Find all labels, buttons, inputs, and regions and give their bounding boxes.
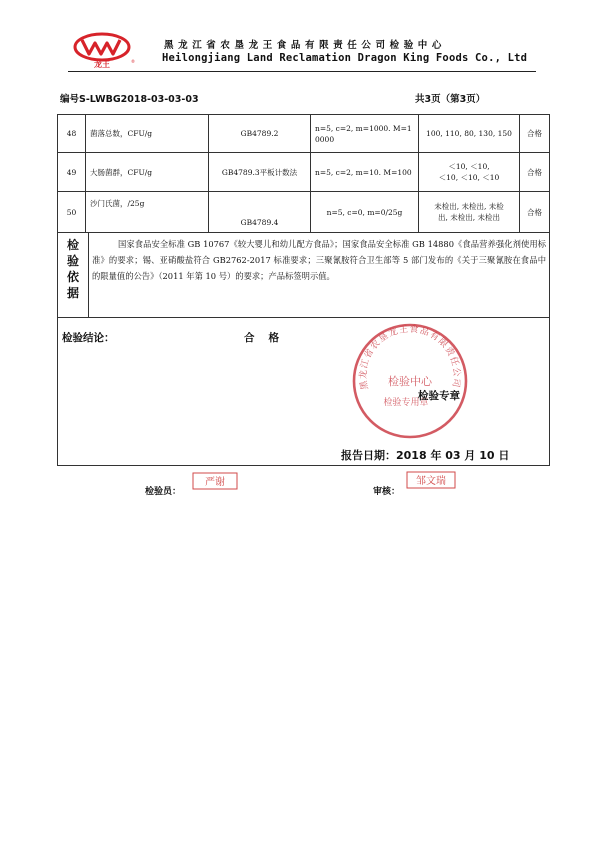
reviewer-name: 邹文瑞: [416, 476, 446, 487]
row-divider: [58, 232, 549, 233]
row-49-verdict: 合格: [527, 167, 542, 177]
row-50-method: GB4789.4: [240, 217, 279, 227]
row-48-no: 48: [66, 129, 77, 138]
row-49-result: [419, 153, 519, 191]
org-name-cn: 黑龙江省农垦龙王食品有限责任公司检验中心: [164, 40, 447, 51]
logo-text: 龙王: [94, 60, 110, 68]
row-49-plan: [311, 153, 418, 191]
reviewer-signature-stamp: [406, 471, 456, 489]
row-48-method: GB4789.2: [240, 129, 279, 138]
row-49-plan-line: n=5, c=2, m=10. M=100: [315, 167, 412, 177]
company-logo: [72, 32, 136, 68]
row-49-result-line: ＜10, ＜10,: [448, 162, 490, 171]
basis-text: 国家食品安全标准 GB 10767《较大婴儿和幼儿配方食品》；国家食品安全标准 GB 14880《食品营养强化剂使用标准》的要求；锡、亚硝酸盐符合 GB2762-2017 标准要求；三聚氰胺符合卫生部等 5 部门发布的《关于三聚氰胺在食品中的限量值的公告》（2011 年第 10 号）的要求；产品标签明示值。: [92, 239, 546, 281]
header-divider: [68, 71, 536, 72]
seal-label: 检验专章: [418, 390, 460, 402]
conclusion-value: 合格: [244, 332, 293, 344]
row-50-result-line: 未检出, 未检出, 未检: [434, 202, 504, 211]
conclusion-label: 检验结论：: [62, 332, 115, 344]
row-50-plan: [311, 192, 418, 232]
row-50-result-line: 出, 未检出, 未检出: [437, 213, 501, 222]
row-48-result: [419, 115, 519, 152]
inspector-name: 严谢: [205, 477, 225, 488]
row-50-verdict: 合格: [527, 207, 542, 217]
reviewer-label: 审核：: [373, 487, 401, 497]
row-49-result-line: ＜10, ＜10, ＜10: [438, 173, 500, 182]
row-48-result-line: 100, 110, 80, 130, 150: [426, 129, 512, 138]
row-50-item: 沙门氏菌，/25g: [90, 198, 145, 208]
document-number: 编号S-LWBG2018-03-03-03: [60, 94, 199, 105]
seal-ring-text: 黑龙江省农垦龙王食品有限责任公司: [358, 324, 462, 391]
page-info: 共3页（第3页）: [415, 94, 486, 105]
letterhead: [68, 30, 538, 72]
row-49-method: GB4789.3平板计数法: [221, 167, 298, 177]
row-49-item: 大肠菌群，CFU/g: [90, 167, 153, 177]
inspection-seal: [346, 317, 474, 445]
basis-divider: [88, 232, 89, 317]
row-48-plan-line: 0000: [315, 134, 335, 144]
report-frame: [57, 114, 550, 466]
inspector-signature-stamp: [192, 472, 238, 490]
basis-label: 检验依据: [66, 238, 79, 300]
report-date: 报告日期：2018 年 03 月 10 日: [341, 449, 510, 462]
row-50-plan-line: n=5, c=0, m=0/25g: [326, 207, 403, 217]
row-48-plan-line: n=5, c=2, m=1000. M=1: [315, 123, 412, 133]
row-49-no: 49: [66, 167, 77, 177]
svg-text:®: ®: [131, 59, 135, 64]
row-48-verdict: 合格: [527, 129, 542, 138]
seal-bottom-text: 检验专用章: [383, 398, 429, 408]
row-50-result: [419, 192, 519, 232]
seal-center-text: 检验中心: [388, 375, 432, 388]
row-48-item: 菌落总数，CFU/g: [90, 129, 153, 138]
org-name-en: Heilongjiang Land Reclamation Dragon King Foods Co., Ltd: [162, 52, 528, 64]
row-50-no: 50: [66, 207, 77, 217]
section-divider: [58, 317, 549, 318]
row-48-plan: [311, 115, 418, 152]
inspector-label: 检验员：: [145, 487, 182, 497]
